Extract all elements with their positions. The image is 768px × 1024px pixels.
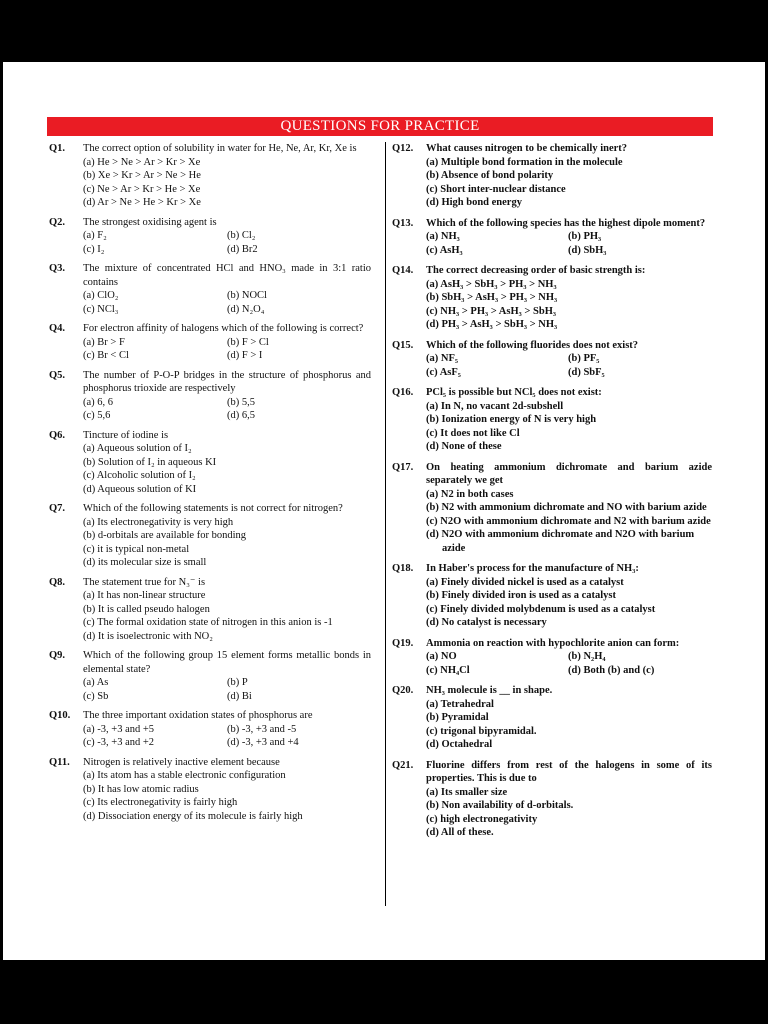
option-c: (c) It does not like Cl bbox=[426, 427, 520, 439]
options-grid bbox=[426, 230, 712, 257]
option-a: (a) Finely divided nickel is used as a catalyst bbox=[426, 576, 624, 588]
option-d: (d) SbH₃ bbox=[568, 244, 607, 256]
column-divider bbox=[385, 142, 386, 906]
question-number: Q18. bbox=[392, 563, 414, 574]
option-a: (a) AsH₃ > SbH₃ > PH₃ > NH₃ bbox=[426, 278, 557, 290]
document-page bbox=[0, 62, 768, 960]
option-c: (c) Its electronegativity is fairly high bbox=[83, 797, 238, 808]
option-b: (b) N2 with ammonium dichromate and NO with barium azide bbox=[426, 502, 707, 513]
question-text: On heating ammonium dichromate and barium azide separately we get bbox=[426, 461, 712, 486]
question-7 bbox=[49, 502, 371, 570]
option-b: (b) PH₃ bbox=[568, 231, 602, 242]
question-text: The statement true for N₃⁻ is bbox=[83, 576, 206, 588]
option-d: (d) PH₃ > AsH₃ > SbH₃ > NH₃ bbox=[426, 319, 558, 330]
question-number: Q17. bbox=[392, 461, 414, 473]
option-d: (d) Bi bbox=[227, 690, 252, 702]
question-number: Q16. bbox=[392, 387, 414, 398]
option-d: (d) its molecular size is small bbox=[83, 557, 207, 568]
right-column bbox=[392, 142, 712, 847]
option-d: (d) N₂O₄ bbox=[227, 303, 265, 315]
option-a: (a) N2 in both cases bbox=[426, 488, 514, 500]
option-d: (d) 6,5 bbox=[227, 410, 255, 421]
question-text: For electron affinity of halogens which of the following is correct? bbox=[83, 323, 364, 334]
option-c: (c) -3, +3 and +2 bbox=[83, 737, 155, 748]
option-b: (b) Ionization energy of N is very high bbox=[426, 414, 597, 425]
options-grid bbox=[83, 229, 371, 256]
options-grid bbox=[83, 396, 371, 423]
question-text: Nitrogen is relatively inactive element because bbox=[83, 756, 280, 768]
question-text: The mixture of concentrated HCl and HNO₃ made in 3:1 ratio contains bbox=[83, 263, 371, 288]
option-d: (d) F > I bbox=[227, 350, 263, 361]
question-text: Which of the following group 15 element forms metallic bonds in elemental state? bbox=[83, 650, 371, 675]
question-text: PCl₅ is possible but NCl₅ does not exist: bbox=[426, 387, 602, 398]
question-text: Ammonia on reaction with hypochlorite anion can form: bbox=[426, 637, 680, 649]
question-number: Q15. bbox=[392, 339, 414, 351]
option-a: (a) Aqueous solution of I₂ bbox=[83, 443, 192, 454]
question-text: The number of P-O-P bridges in the structure of phosphorus and phosphorus trioxide are respectively bbox=[83, 369, 371, 394]
option-a: (a) Br > F bbox=[83, 336, 125, 348]
option-b: (b) Absence of bond polarity bbox=[426, 170, 554, 181]
question-13 bbox=[392, 217, 712, 258]
option-b: (b) N₂H₄ bbox=[568, 651, 606, 662]
question-18 bbox=[392, 562, 712, 630]
option-c: (c) 5,6 bbox=[83, 410, 111, 421]
question-number: Q11. bbox=[49, 756, 70, 768]
question-5 bbox=[49, 369, 371, 423]
option-c: (c) Finely divided molybdenum is used as a catalyst bbox=[426, 603, 656, 615]
option-d: (d) None of these bbox=[426, 441, 502, 452]
options-grid bbox=[426, 352, 712, 379]
option-c: (c) trigonal bipyramidal. bbox=[426, 725, 537, 737]
option-a: (a) NF₅ bbox=[426, 353, 459, 364]
option-b: (b) It has low atomic radius bbox=[83, 783, 199, 795]
option-d: (d) No catalyst is necessary bbox=[426, 617, 547, 628]
question-text: Which of the following species has the highest dipole moment? bbox=[426, 217, 706, 229]
option-c: (c) NCl₃ bbox=[83, 303, 119, 315]
option-c: (c) Short inter-nuclear distance bbox=[426, 183, 566, 195]
question-text: Fluorine differs from rest of the halogens in some of its properties. This is due to bbox=[426, 759, 712, 784]
option-b: (b) 5,5 bbox=[227, 396, 255, 408]
option-b: (b) Non availability of d-orbitals. bbox=[426, 800, 574, 811]
option-a: (a) Its atom has a stable electronic configuration bbox=[83, 770, 286, 781]
option-d: (d) Octahedral bbox=[426, 739, 493, 750]
option-a: (a) As bbox=[83, 677, 109, 688]
option-d: (d) It is isoelectronic with NO₂ bbox=[83, 630, 213, 642]
question-number: Q5. bbox=[49, 369, 66, 381]
question-21 bbox=[392, 759, 712, 840]
option-d: (d) Aqueous solution of KI bbox=[83, 483, 197, 495]
question-2 bbox=[49, 216, 371, 257]
question-number: Q4. bbox=[49, 323, 66, 334]
question-number: Q2. bbox=[49, 216, 66, 228]
option-b: (b) Cl₂ bbox=[227, 230, 256, 241]
option-b: (b) Xe > Kr > Ar > Ne > He bbox=[83, 170, 201, 181]
option-c: (c) Alcoholic solution of I₂ bbox=[83, 470, 196, 481]
option-c: (c) I₂ bbox=[83, 243, 105, 255]
question-11 bbox=[49, 756, 371, 824]
option-a: (a) F₂ bbox=[83, 230, 107, 241]
option-b: (b) It is called pseudo halogen bbox=[83, 603, 210, 615]
question-text: Which of the following statements is not correct for nitrogen? bbox=[83, 503, 343, 514]
option-d: (d) Dissociation energy of its molecule is fairly high bbox=[83, 810, 303, 822]
option-a: (a) Multiple bond formation in the molecule bbox=[426, 156, 623, 168]
option-a: (a) NO bbox=[426, 651, 457, 662]
option-b: (b) Pyramidal bbox=[426, 712, 489, 723]
question-text: The correct option of solubility in water for He, Ne, Ar, Kr, Xe is bbox=[83, 143, 357, 154]
option-a: (a) NH₃ bbox=[426, 231, 460, 242]
option-d: (d) High bond energy bbox=[426, 197, 522, 208]
option-b: (b) SbH₃ > AsH₃ > PH₃ > NH₃ bbox=[426, 292, 558, 303]
option-d: (d) Both (b) and (c) bbox=[568, 664, 655, 676]
option-c: (c) AsH₃ bbox=[426, 244, 463, 256]
question-19 bbox=[392, 637, 712, 678]
options-grid bbox=[83, 723, 371, 750]
question-4 bbox=[49, 322, 371, 363]
option-c: (c) The formal oxidation state of nitrogen in this anion is -1 bbox=[83, 617, 333, 628]
question-10 bbox=[49, 709, 371, 750]
option-c: (c) NH₃ > PH₃ > AsH₃ > SbH₃ bbox=[426, 305, 557, 317]
question-number: Q19. bbox=[392, 637, 414, 649]
section-banner: QUESTIONS FOR PRACTICE bbox=[47, 117, 713, 136]
options-grid bbox=[83, 676, 371, 703]
question-number: Q9. bbox=[49, 650, 66, 661]
option-a: (a) ClO₂ bbox=[83, 290, 119, 301]
question-number: Q6. bbox=[49, 429, 66, 441]
question-number: Q10. bbox=[49, 710, 71, 721]
question-16 bbox=[392, 386, 712, 454]
question-number: Q21. bbox=[392, 759, 414, 771]
option-a: (a) It has non-linear structure bbox=[83, 590, 206, 601]
option-c: (c) NH₄Cl bbox=[426, 664, 470, 676]
options-grid bbox=[83, 336, 371, 363]
option-a: (a) Its electronegativity is very high bbox=[83, 516, 234, 528]
option-d: (d) N2O with ammonium dichromate and N2O with barium azide bbox=[426, 529, 695, 554]
option-a: (a) -3, +3 and +5 bbox=[83, 723, 155, 735]
question-15 bbox=[392, 339, 712, 380]
question-number: Q13. bbox=[392, 217, 414, 229]
option-c: (c) N2O with ammonium dichromate and N2 with barium azide bbox=[426, 515, 711, 527]
question-6 bbox=[49, 429, 371, 497]
question-17 bbox=[392, 461, 712, 556]
question-text: In Haber's process for the manufacture of NH₃: bbox=[426, 563, 639, 574]
option-c: (c) high electronegativity bbox=[426, 813, 538, 825]
option-c: (c) Br < Cl bbox=[83, 350, 129, 361]
option-c: (c) Ne > Ar > Kr > He > Xe bbox=[83, 183, 201, 195]
option-c: (c) AsF₅ bbox=[426, 366, 461, 378]
question-text: Tincture of iodine is bbox=[83, 429, 169, 441]
option-a: (a) Its smaller size bbox=[426, 786, 508, 798]
option-d: (d) -3, +3 and +4 bbox=[227, 737, 299, 748]
question-text: The strongest oxidising agent is bbox=[83, 216, 217, 228]
question-text: The correct decreasing order of basic strength is: bbox=[426, 265, 646, 276]
option-c: (c) it is typical non-metal bbox=[83, 543, 190, 555]
question-text: NH₃ molecule is __ in shape. bbox=[426, 685, 553, 696]
option-b: (b) -3, +3 and -5 bbox=[227, 723, 297, 735]
option-d: (d) Br2 bbox=[227, 243, 258, 255]
question-number: Q3. bbox=[49, 263, 66, 274]
question-number: Q14. bbox=[392, 265, 414, 276]
option-d: (d) Ar > Ne > He > Kr > Xe bbox=[83, 197, 201, 208]
question-9 bbox=[49, 649, 371, 703]
option-a: (a) 6, 6 bbox=[83, 396, 114, 408]
question-number: Q1. bbox=[49, 143, 66, 154]
question-number: Q12. bbox=[392, 143, 414, 154]
question-20 bbox=[392, 684, 712, 752]
question-text: What causes nitrogen to be chemically inert? bbox=[426, 143, 628, 154]
options-grid bbox=[83, 289, 371, 316]
question-14 bbox=[392, 264, 712, 332]
option-a: (a) Tetrahedral bbox=[426, 698, 494, 710]
option-b: (b) PF₅ bbox=[568, 353, 600, 364]
option-b: (b) F > Cl bbox=[227, 336, 269, 348]
question-number: Q8. bbox=[49, 576, 66, 588]
option-d: (d) All of these. bbox=[426, 827, 494, 838]
option-b: (b) d-orbitals are available for bonding bbox=[83, 530, 246, 541]
question-text: Which of the following fluorides does not exist? bbox=[426, 339, 639, 351]
question-12 bbox=[392, 142, 712, 210]
option-d: (d) SbF₅ bbox=[568, 366, 605, 378]
option-b: (b) NOCl bbox=[227, 290, 267, 301]
question-number: Q20. bbox=[392, 685, 414, 696]
option-b: (b) P bbox=[227, 677, 248, 688]
question-8 bbox=[49, 576, 371, 644]
question-3 bbox=[49, 262, 371, 316]
question-number: Q7. bbox=[49, 503, 66, 514]
question-text: The three important oxidation states of phosphorus are bbox=[83, 710, 313, 721]
option-b: (b) Solution of I₂ in aqueous KI bbox=[83, 456, 217, 468]
question-1 bbox=[49, 142, 371, 210]
options-grid bbox=[426, 650, 712, 677]
option-c: (c) Sb bbox=[83, 690, 109, 702]
option-b: (b) Finely divided iron is used as a catalyst bbox=[426, 590, 616, 601]
option-a: (a) He > Ne > Ar > Kr > Xe bbox=[83, 156, 201, 168]
option-a: (a) In N, no vacant 2d-subshell bbox=[426, 400, 564, 412]
left-column bbox=[49, 142, 371, 829]
